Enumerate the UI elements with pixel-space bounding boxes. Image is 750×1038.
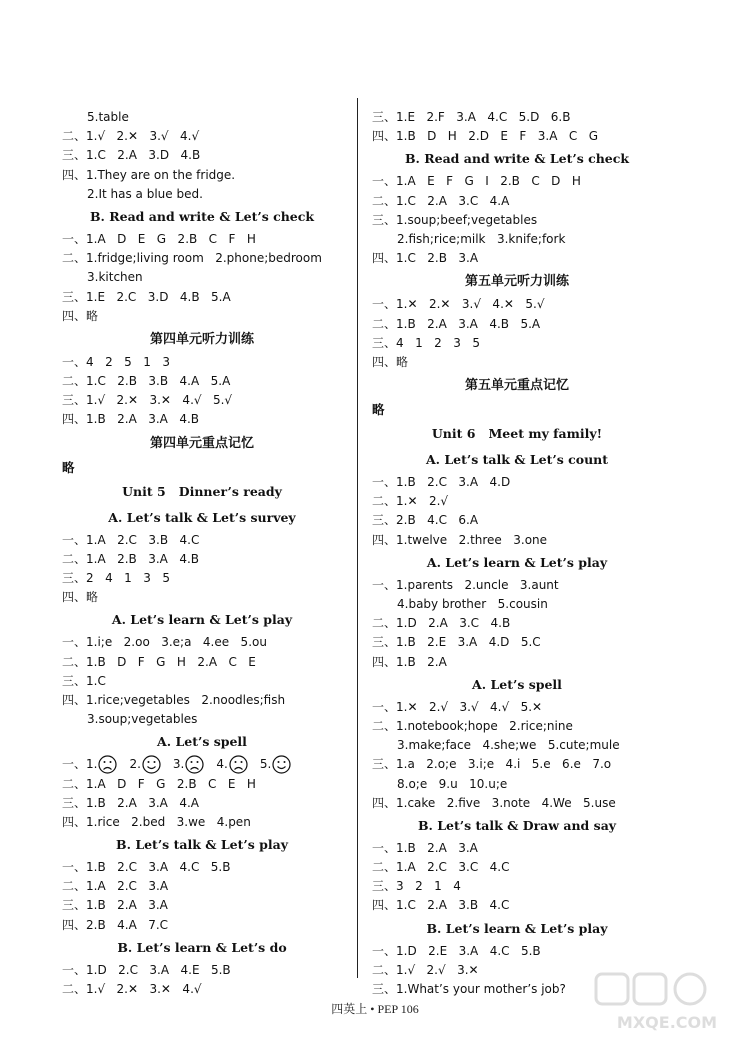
- section-heading: A. Let’s learn & Let’s play: [426, 554, 608, 570]
- answer-line: 三、1.E 2.C 3.D 4.B 5.A: [62, 289, 231, 304]
- answer-line: 三、1.B 2.A 3.A 4.A: [62, 795, 199, 810]
- answer-line: 四、1.B D H 2.D E F 3.A C G: [372, 129, 599, 144]
- answer-line: 一、1.A 2.C 3.B 4.C: [62, 532, 200, 547]
- section-heading: 第四单元听力训练: [149, 331, 254, 347]
- answer-line: 二、1.fridge;living room 2.phone;bedroom: [62, 251, 322, 266]
- answer-line: 二、1.C 2.B 3.B 4.A 5.A: [62, 374, 231, 389]
- sad-face-icon: [185, 755, 204, 774]
- answer-line: 一、1.A D E G 2.B C F H: [62, 231, 256, 246]
- answer-line: 二、1.A 2.C 3.C 4.C: [372, 860, 510, 875]
- section-heading: B. Read and write & Let’s check: [404, 151, 630, 167]
- section-heading: B. Let’s talk & Draw and say: [417, 817, 617, 833]
- answer-line: 一、1.i;e 2.oo 3.e;a 4.ee 5.ou: [62, 635, 267, 650]
- answer-line: 二、1.notebook;hope 2.rice;nine: [372, 718, 573, 733]
- smiley-answer-row: [62, 755, 342, 774]
- section-heading: B. Let’s learn & Let’s do: [117, 939, 287, 955]
- answer-line: 二、1.B D F G H 2.A C E: [62, 654, 256, 669]
- answer-line: 二、1.A D F G 2.B C E H: [62, 776, 256, 791]
- happy-face-icon: [272, 755, 291, 774]
- page-footer: 四英上 • PEP 106: [331, 1002, 419, 1016]
- answer-line: 一、1.parents 2.uncle 3.aunt: [372, 577, 559, 592]
- answer-line: 5.table: [87, 110, 129, 124]
- answer-line: 三、1.a 2.o;e 3.i;e 4.i 5.e 6.e 7.o: [372, 757, 612, 772]
- answer-line: 2.It has a blue bed.: [87, 186, 203, 201]
- answer-line: 四、1.C 2.B 3.A: [372, 251, 479, 266]
- answer-line: 三、1.B 2.E 3.A 4.D 5.C: [372, 635, 541, 650]
- answer-line: 三、1.B 2.A 3.A: [62, 898, 168, 913]
- answer-line: 二、1.D 2.A 3.C 4.B: [372, 616, 511, 631]
- answer-line: 一、1.D 2.E 3.A 4.C 5.B: [372, 943, 541, 958]
- section-heading: A. Let’s spell: [157, 734, 247, 750]
- answer-line: 8.o;e 9.u 10.u;e: [397, 776, 508, 791]
- right-column: [372, 108, 662, 999]
- row-prefix: 一、: [62, 757, 87, 772]
- answer-line: 3.make;face 4.she;we 5.cute;mule: [397, 738, 620, 753]
- face-label: 1.: [86, 757, 98, 772]
- answer-line: 二、1.A 2.B 3.A 4.B: [62, 551, 200, 566]
- watermark-text: MXQE.COM: [616, 1013, 718, 1032]
- column-divider: [357, 98, 358, 978]
- section-heading: B. Let’s learn & Let’s play: [426, 920, 608, 936]
- answer-line: 四、1.twelve 2.three 3.one: [372, 532, 548, 547]
- answer-line: 三、3 2 1 4: [372, 879, 461, 894]
- answer-line: 二、1.√ 2.✕ 3.✕ 4.√: [62, 982, 202, 996]
- answer-line: 四、1.cake 2.five 3.note 4.We 5.use: [372, 795, 616, 810]
- face-label: 2.: [129, 757, 141, 772]
- answer-line: 三、1.What’s your mother’s job?: [372, 982, 566, 996]
- answer-line: 四、1.B 2.A: [372, 654, 447, 669]
- answer-line: 3.kitchen: [87, 270, 143, 285]
- answer-line: 四、1.They are on the fridge.: [62, 167, 236, 182]
- answer-line: 四、略: [62, 308, 99, 323]
- section-heading: 第五单元重点记忆: [464, 378, 569, 394]
- section-heading: 第五单元听力训练: [464, 274, 569, 290]
- section-heading: A. Let’s talk & Let’s survey: [108, 509, 296, 525]
- answer-line: 3.soup;vegetables: [87, 712, 198, 727]
- answer-line: 三、2 4 1 3 5: [62, 571, 170, 585]
- section-heading: A. Let’s spell: [472, 676, 562, 692]
- answer-line: 四、1.rice;vegetables 2.noodles;fish: [62, 692, 286, 707]
- happy-face-icon: [142, 755, 161, 774]
- answer-line: 四、2.B 4.A 7.C: [62, 917, 169, 932]
- answer-line: 三、1.soup;beef;vegetables: [372, 212, 538, 227]
- answer-line: 四、1.B 2.A 3.A 4.B: [62, 412, 200, 427]
- face-label: 5.: [259, 757, 272, 772]
- section-heading: Unit 5 Dinner’s ready: [122, 483, 282, 499]
- answer-line: 二、1.✕ 2.√: [372, 494, 449, 509]
- sad-face-icon: [229, 755, 248, 774]
- section-heading: B. Read and write & Let’s check: [89, 208, 315, 224]
- answer-line: 四、略: [372, 354, 409, 369]
- answer-line: 一、1.B 2.C 3.A 4.C 5.B: [62, 860, 231, 875]
- answer-line: 三、1.C 2.A 3.D 4.B: [62, 148, 201, 163]
- answer-line: 三、4 1 2 3 5: [372, 335, 480, 350]
- answer-line: 三、1.E 2.F 3.A 4.C 5.D 6.B: [372, 110, 571, 124]
- watermark-logo: [592, 970, 742, 1034]
- answer-line: 二、1.√ 2.√ 3.✕: [372, 962, 479, 977]
- answer-line: 二、1.C 2.A 3.C 4.A: [372, 193, 510, 208]
- answer-line: 四、1.rice 2.bed 3.we 4.pen: [62, 814, 251, 829]
- section-heading: A. Let’s learn & Let’s play: [111, 612, 293, 628]
- answer-line: 一、4 2 5 1 3: [62, 354, 170, 369]
- answer-line: 一、1.B 2.A 3.A: [372, 840, 478, 855]
- answer-line: 2.fish;rice;milk 3.knife;fork: [397, 231, 566, 246]
- omitted-note: 略: [62, 459, 75, 475]
- face-label: 4.: [216, 757, 228, 772]
- section-heading: A. Let’s talk & Let’s count: [425, 452, 609, 468]
- answer-line: 四、略: [62, 590, 99, 605]
- left-column: [62, 108, 342, 999]
- answer-line: 三、2.B 4.C 6.A: [372, 513, 479, 528]
- answer-line: 二、1.√ 2.✕ 3.√ 4.√: [62, 129, 200, 144]
- answer-line: 一、1.✕ 2.✕ 3.√ 4.✕ 5.√: [372, 297, 545, 312]
- answer-line: 三、1.√ 2.✕ 3.✕ 4.√ 5.√: [62, 393, 233, 408]
- face-label: 3.: [172, 757, 185, 772]
- answer-line: 四、1.C 2.A 3.B 4.C: [372, 898, 510, 913]
- sad-face-icon: [98, 755, 117, 774]
- answer-line: 一、1.D 2.C 3.A 4.E 5.B: [62, 962, 231, 977]
- answer-line: 一、1.B 2.C 3.A 4.D: [372, 475, 511, 490]
- answer-line: 一、1.A E F G I 2.B C D H: [372, 174, 581, 189]
- section-heading: Unit 6 Meet my family!: [431, 426, 603, 442]
- omitted-note: 略: [372, 402, 385, 418]
- section-heading: 第四单元重点记忆: [149, 435, 254, 451]
- answer-line: 三、1.C: [62, 673, 106, 688]
- section-heading: B. Let’s talk & Let’s play: [116, 837, 288, 853]
- answer-line: 4.baby brother 5.cousin: [397, 597, 548, 611]
- answer-line: 二、1.A 2.C 3.A: [62, 879, 169, 894]
- answer-line: 二、1.B 2.A 3.A 4.B 5.A: [372, 316, 541, 331]
- answer-line: 一、1.✕ 2.√ 3.√ 4.√ 5.✕: [372, 699, 543, 714]
